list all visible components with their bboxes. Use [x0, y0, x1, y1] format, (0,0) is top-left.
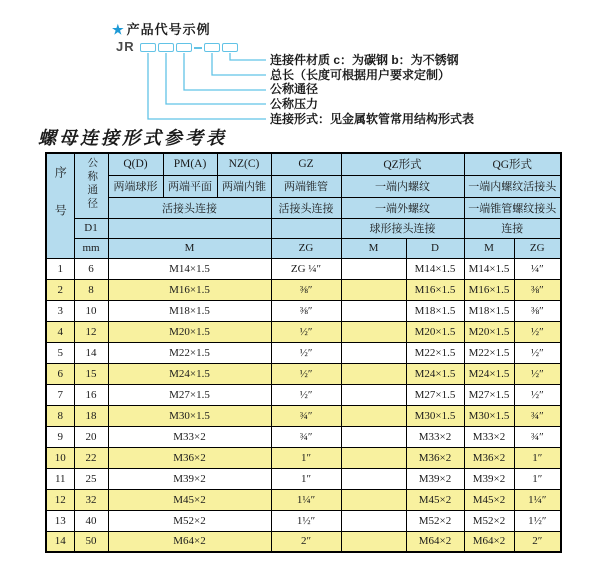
cell-qz-m: [341, 342, 406, 363]
cell-qg-zg: ½″: [514, 321, 561, 342]
code-box: [158, 43, 174, 52]
cell-gz: 2″: [271, 531, 341, 552]
cell-dn: 50: [74, 531, 108, 552]
cell-m: M39×2: [108, 468, 271, 489]
cell-gz: 1½″: [271, 510, 341, 531]
cell-seq: 6: [46, 363, 74, 384]
cell-seq: 10: [46, 447, 74, 468]
table-row: [46, 510, 561, 531]
cell-seq: 12: [46, 489, 74, 510]
cell-qg-zg: 1″: [514, 447, 561, 468]
cell-dn: 8: [74, 279, 108, 300]
diagram-title: [112, 19, 211, 38]
cell-seq: 7: [46, 384, 74, 405]
cell-qg-zg: ½″: [514, 363, 561, 384]
header-union-conn: 活接头连接: [108, 197, 271, 218]
cell-qg-zg: 1½″: [514, 510, 561, 531]
table-title: 螺母连接形式参考表: [38, 128, 227, 148]
table-row: [46, 279, 561, 300]
cell-gz: 1″: [271, 468, 341, 489]
cell-gz: ½″: [271, 342, 341, 363]
header-qz-m: M: [341, 238, 406, 258]
cell-qz-m: [341, 405, 406, 426]
code-box: [204, 43, 220, 52]
header-qg-zg: ZG: [514, 238, 561, 258]
header-pm-ends: 两端平面: [163, 175, 217, 197]
cell-m: M36×2: [108, 447, 271, 468]
cell-dn: 12: [74, 321, 108, 342]
header-gz-unit: ZG: [271, 238, 341, 258]
table-row: [46, 531, 561, 552]
cell-dn: 25: [74, 468, 108, 489]
header-q-code: Q(D): [108, 153, 163, 175]
table-row: [46, 468, 561, 489]
cell-dn: 15: [74, 363, 108, 384]
cell-qg-m: M16×1.5: [464, 279, 514, 300]
cell-gz: ½″: [271, 384, 341, 405]
cell-qg-m: M36×2: [464, 447, 514, 468]
cell-qz-m: [341, 258, 406, 279]
cell-qz-m: [341, 363, 406, 384]
cell-gz: ½″: [271, 321, 341, 342]
cell-qg-zg: ½″: [514, 384, 561, 405]
cell-seq: 8: [46, 405, 74, 426]
header-gz-code: GZ: [271, 153, 341, 175]
header-blank-m: [108, 218, 271, 238]
cell-seq: 11: [46, 468, 74, 489]
cell-qg-m: M24×1.5: [464, 363, 514, 384]
header-gz-conn: 活接头连接: [271, 197, 341, 218]
cell-seq: 9: [46, 426, 74, 447]
header-blank-gz: [271, 218, 341, 238]
cell-qg-zg: ½″: [514, 342, 561, 363]
table-row: [46, 300, 561, 321]
cell-qz-d: M30×1.5: [406, 405, 464, 426]
cell-m: M45×2: [108, 489, 271, 510]
header-q-ends: 两端球形: [108, 175, 163, 197]
cell-m: M64×2: [108, 531, 271, 552]
header-seq: 序号: [46, 153, 74, 258]
cell-qg-m: M20×1.5: [464, 321, 514, 342]
cell-gz: ⅜″: [271, 279, 341, 300]
code-dash: [194, 47, 202, 49]
cell-qg-zg: ¾″: [514, 405, 561, 426]
header-qg-code: QG形式: [464, 153, 561, 175]
cell-dn: 40: [74, 510, 108, 531]
diagram-label: 连接件材质 c：为碳钢 b：为不锈钢: [270, 53, 459, 67]
cell-gz: 1¼″: [271, 489, 341, 510]
cell-qg-m: M33×2: [464, 426, 514, 447]
cell-qz-m: [341, 384, 406, 405]
cell-qg-m: M27×1.5: [464, 384, 514, 405]
header-dn: 公称通径: [74, 153, 108, 218]
header-nz-ends: 两端内锥: [217, 175, 271, 197]
cell-qz-d: M16×1.5: [406, 279, 464, 300]
header-qz-inner: 一端内螺纹: [341, 175, 464, 197]
cell-qg-m: M39×2: [464, 468, 514, 489]
table-row: [46, 384, 561, 405]
header-pm-code: PM(A): [163, 153, 217, 175]
cell-qg-m: M52×2: [464, 510, 514, 531]
cell-qg-m: M14×1.5: [464, 258, 514, 279]
cell-qz-m: [341, 510, 406, 531]
header-qg-conn: 连接: [464, 218, 561, 238]
cell-seq: 13: [46, 510, 74, 531]
header-gz-ends: 两端锥管: [271, 175, 341, 197]
cell-dn: 18: [74, 405, 108, 426]
cell-qg-zg: 1″: [514, 468, 561, 489]
cell-qz-d: M52×2: [406, 510, 464, 531]
cell-gz: ¾″: [271, 405, 341, 426]
cell-qz-m: [341, 447, 406, 468]
cell-m: M52×2: [108, 510, 271, 531]
cell-qz-d: M33×2: [406, 426, 464, 447]
cell-qz-d: M27×1.5: [406, 384, 464, 405]
cell-qg-zg: 1¼″: [514, 489, 561, 510]
cell-m: M20×1.5: [108, 321, 271, 342]
table-row: [46, 363, 561, 384]
cell-qz-d: M20×1.5: [406, 321, 464, 342]
table-body: [46, 258, 561, 552]
cell-qg-zg: ¼″: [514, 258, 561, 279]
diagram-labels: [270, 53, 474, 126]
cell-qg-zg: ¾″: [514, 426, 561, 447]
table-header: [46, 153, 561, 258]
cell-seq: 4: [46, 321, 74, 342]
cell-qg-zg: 2″: [514, 531, 561, 552]
cell-dn: 20: [74, 426, 108, 447]
cell-qg-zg: ⅜″: [514, 300, 561, 321]
cell-qg-m: M45×2: [464, 489, 514, 510]
nut-connection-table: [45, 152, 562, 553]
cell-m: M24×1.5: [108, 363, 271, 384]
cell-m: M18×1.5: [108, 300, 271, 321]
cell-qz-m: [341, 468, 406, 489]
cell-gz: ZG ¼″: [271, 258, 341, 279]
cell-qz-d: M36×2: [406, 447, 464, 468]
cell-qz-d: M64×2: [406, 531, 464, 552]
code-boxes: [140, 43, 240, 52]
cell-qz-m: [341, 300, 406, 321]
cell-seq: 2: [46, 279, 74, 300]
cell-m: M27×1.5: [108, 384, 271, 405]
table-row: [46, 426, 561, 447]
header-qz-code: QZ形式: [341, 153, 464, 175]
cell-dn: 32: [74, 489, 108, 510]
header-m-unit: M: [108, 238, 271, 258]
cell-qg-m: M64×2: [464, 531, 514, 552]
diagram-label: 总长（长度可根据用户要求定制）: [270, 67, 451, 82]
cell-qz-d: M24×1.5: [406, 363, 464, 384]
cell-gz: 1″: [271, 447, 341, 468]
cell-seq: 1: [46, 258, 74, 279]
cell-qz-d: M39×2: [406, 468, 464, 489]
header-qg-m: M: [464, 238, 514, 258]
diagram-label: 连接形式：见金属软管常用结构形式表: [270, 111, 475, 126]
cell-m: M33×2: [108, 426, 271, 447]
cell-qg-zg: ⅜″: [514, 279, 561, 300]
cell-qz-d: M22×1.5: [406, 342, 464, 363]
diagram-label: 公称压力: [270, 97, 319, 112]
cell-qg-m: M30×1.5: [464, 405, 514, 426]
cell-qz-d: M18×1.5: [406, 300, 464, 321]
cell-m: M16×1.5: [108, 279, 271, 300]
cell-gz: ¾″: [271, 426, 341, 447]
diagram-label: 公称通径: [270, 82, 319, 97]
code-prefix: JR: [116, 39, 135, 54]
cell-dn: 6: [74, 258, 108, 279]
cell-m: M22×1.5: [108, 342, 271, 363]
cell-gz: ⅜″: [271, 300, 341, 321]
cell-dn: 14: [74, 342, 108, 363]
table-row: [46, 489, 561, 510]
cell-qz-m: [341, 531, 406, 552]
cell-qz-m: [341, 321, 406, 342]
table-row: [46, 447, 561, 468]
table-row: [46, 258, 561, 279]
star-icon: ★: [112, 22, 125, 37]
cell-seq: 14: [46, 531, 74, 552]
header-qg-taper: 一端锥管螺纹接头: [464, 197, 561, 218]
header-qz-conn: 球形接头连接: [341, 218, 464, 238]
header-qz-outer: 一端外螺纹: [341, 197, 464, 218]
cell-qz-d: M45×2: [406, 489, 464, 510]
cell-seq: 3: [46, 300, 74, 321]
header-nz-code: NZ(C): [217, 153, 271, 175]
header-qg-inner: 一端内螺纹活接头: [464, 175, 561, 197]
header-mm: mm: [74, 238, 108, 258]
cell-seq: 5: [46, 342, 74, 363]
table-row: [46, 321, 561, 342]
header-qz-d: D: [406, 238, 464, 258]
code-box: [176, 43, 192, 52]
cell-qg-m: M18×1.5: [464, 300, 514, 321]
table-row: [46, 342, 561, 363]
cell-dn: 22: [74, 447, 108, 468]
cell-dn: 16: [74, 384, 108, 405]
header-d1: D1: [74, 218, 108, 238]
table-row: [46, 405, 561, 426]
cell-m: M30×1.5: [108, 405, 271, 426]
cell-m: M14×1.5: [108, 258, 271, 279]
cell-qz-m: [341, 426, 406, 447]
diagram-title-text: 产品代号示例: [126, 22, 211, 37]
cell-qz-m: [341, 489, 406, 510]
code-box: [140, 43, 156, 52]
code-box: [222, 43, 238, 52]
cell-qg-m: M22×1.5: [464, 342, 514, 363]
cell-qz-d: M14×1.5: [406, 258, 464, 279]
cell-qz-m: [341, 279, 406, 300]
cell-dn: 10: [74, 300, 108, 321]
cell-gz: ½″: [271, 363, 341, 384]
